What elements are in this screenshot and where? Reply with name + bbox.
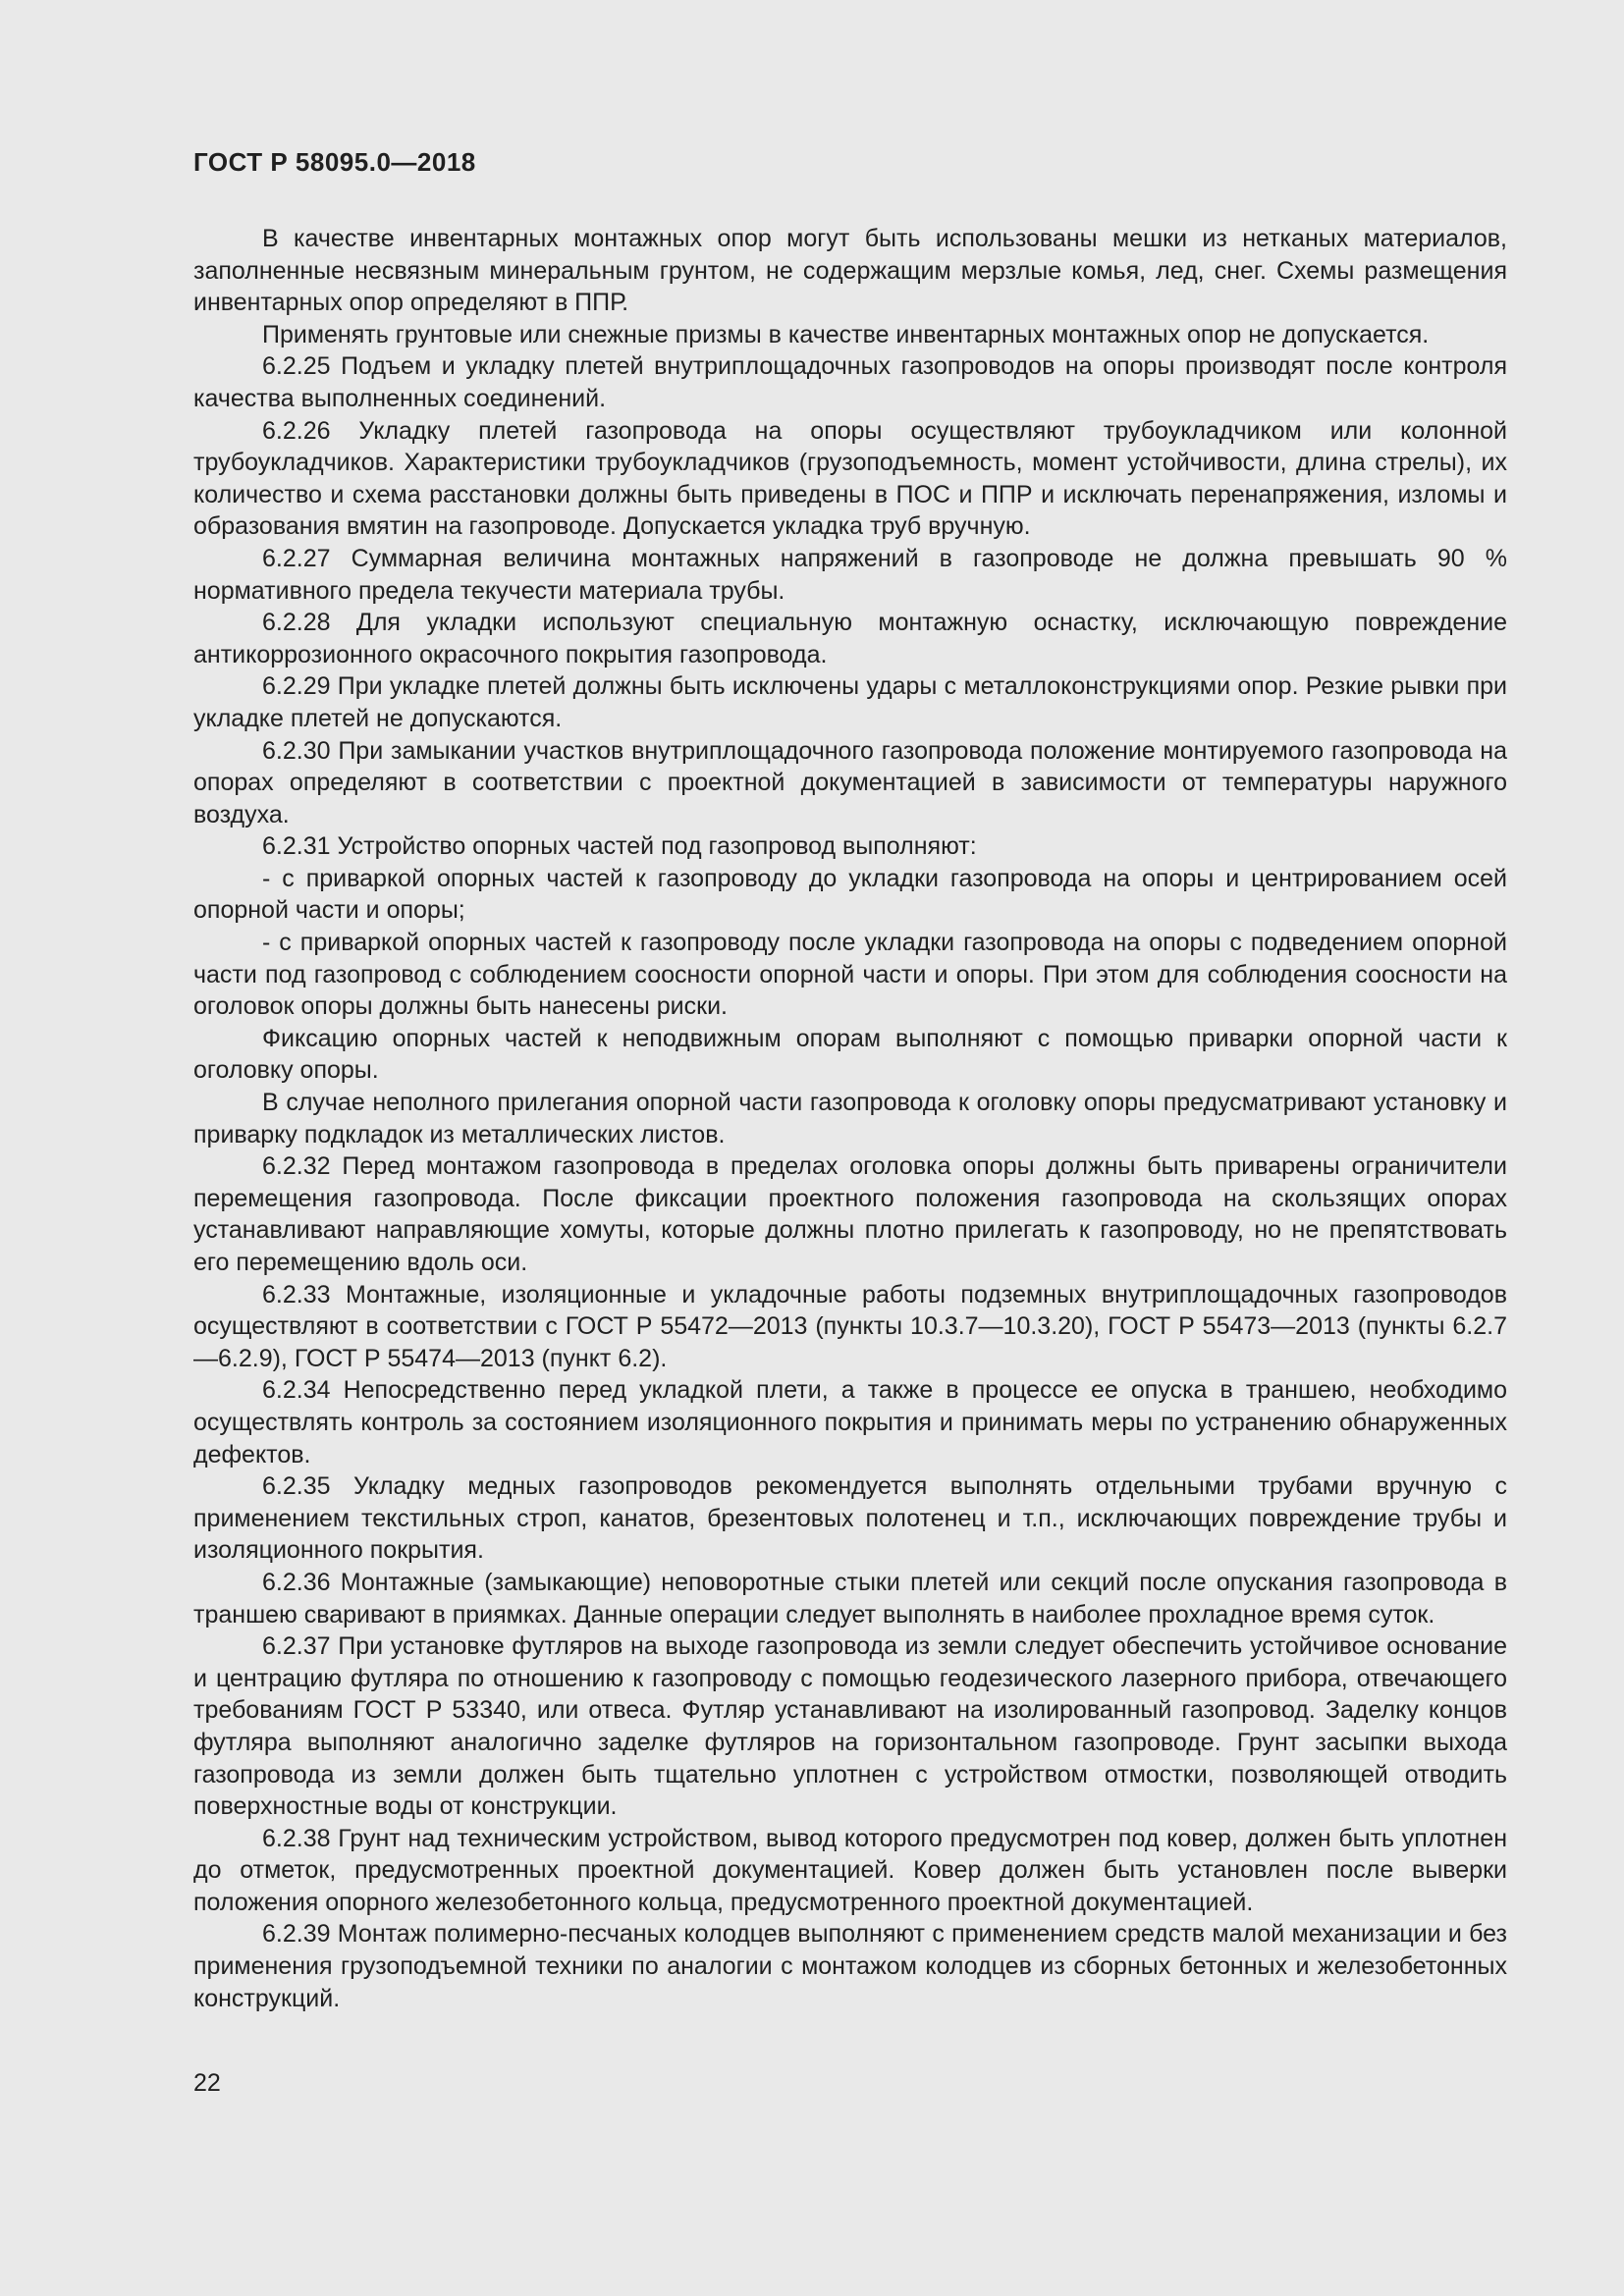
document-code-header: ГОСТ Р 58095.0—2018 xyxy=(193,147,476,177)
paragraph: 6.2.30 При замыкании участков внутриплощадочного газопровода положение монтируемого газопровода на опорах определяют в соответствии с проектной документацией в зависимости от температуры наружного воздуха. xyxy=(193,736,1507,828)
document-body xyxy=(193,223,1507,2014)
paragraph: 6.2.38 Грунт над техническим устройством, вывод которого предусмотрен под ковер, должен быть уплотнен до отметок, предусмотренных проектной документацией. Ковер должен быть установлен после выверки положения опорного железобетонного кольца, предусмотренного проектной документацией. xyxy=(193,1824,1507,1916)
paragraph: 6.2.28 Для укладки используют специальную монтажную оснастку, исключающую повреждение антикоррозионного окрасочного покрытия газопровода. xyxy=(193,609,1507,668)
paragraph: 6.2.27 Суммарная величина монтажных напряжений в газопроводе не должна превышать 90 % нормативного предела текучести материала трубы. xyxy=(193,544,1507,605)
paragraph: 6.2.39 Монтаж полимерно-песчаных колодцев выполняют с применением средств малой механизации и без применения грузоподъемной техники по аналогии с монтажом колодцев из сборных бетонных и железобетонных конструкций. xyxy=(193,1920,1507,2012)
page-number: 22 xyxy=(193,2069,221,2097)
paragraph: - с приваркой опорных частей к газопроводу до укладки газопровода на опоры и центрированием осей опорной части и опоры; xyxy=(193,864,1507,925)
paragraph: В случае неполного прилегания опорной части газопровода к оголовку опоры предусматривают установку и приварку подкладок из металлических листов. xyxy=(193,1089,1507,1148)
paragraph: - с приваркой опорных частей к газопроводу после укладки газопровода на опоры с подведением опорной части под газопровод с соблюдением соосности опорной части и опоры. При этом для соблюдения соосности на оголовок опоры должны быть нанесены риски. xyxy=(193,929,1507,1021)
paragraph: 6.2.35 Укладку медных газопроводов рекомендуется выполнять отдельными трубами вручную с применением текстильных строп, канатов, брезентовых полотенец и т.п., исключающих повреждение трубы и изоляционного покрытия. xyxy=(193,1472,1507,1565)
paragraph: Применять грунтовые или снежные призмы в качестве инвентарных монтажных опор не допускается. xyxy=(262,320,1430,348)
paragraph: 6.2.34 Непосредственно перед укладкой плети, а также в процессе ее опуска в траншею, необходимо осуществлять контроль за состоянием изоляционного покрытия и принимать меры по устранению обнаруженных дефектов. xyxy=(193,1376,1507,1468)
paragraph: 6.2.36 Монтажные (замыкающие) неповоротные стыки плетей или секций после опускания газопровода в траншею сваривают в приямках. Данные операции следует выполнять в наиболее прохладное время суток. xyxy=(193,1568,1507,1629)
paragraph: Фиксацию опорных частей к неподвижным опорам выполняют с помощью приварки опорной части к оголовку опоры. xyxy=(193,1024,1507,1085)
paragraph: В качестве инвентарных монтажных опор могут быть использованы мешки из нетканых материалов, заполненные несвязным минеральным грунтом, не содержащим мерзлые комья, лед, снег. Схемы размещения инвентарных опор определяют в ППР. xyxy=(193,225,1507,317)
paragraph: 6.2.32 Перед монтажом газопровода в пределах оголовка опоры должны быть приварены ограничители перемещения газопровода. После фиксации проектного положения газопровода на скользящих опорах устанавливают направляющие хомуты, которые должны плотно прилегать к газопроводу, но не препятствовать его перемещению вдоль оси. xyxy=(193,1152,1507,1276)
paragraph: 6.2.33 Монтажные, изоляционные и укладочные работы подземных внутриплощадочных газопроводов осуществляют в соответствии с ГОСТ Р 55472—2013 (пункты 10.3.7—10.3.20), ГОСТ Р 55473—2013 (пункты 6.2.7—6.2.9), ГОСТ Р 55474—2013 (пункт 6.2). xyxy=(193,1280,1507,1372)
paragraph: 6.2.25 Подъем и укладку плетей внутриплощадочных газопроводов на опоры производят после контроля качества выполненных соединений. xyxy=(193,352,1507,412)
paragraph: 6.2.26 Укладку плетей газопровода на опоры осуществляют трубоукладчиком или колонной трубоукладчиков. Характеристики трубоукладчиков (грузоподъемность, момент устойчивости, длина стрелы), их количество и схема расстановки должны быть приведены в ПОС и ППР и исключать перенапряжения, изломы и образования вмятин на газопроводе. Допускается укладка труб вручную. xyxy=(193,416,1507,541)
paragraph: 6.2.29 При укладке плетей должны быть исключены удары с металлоконструкциями опор. Резкие рывки при укладке плетей не допускаются. xyxy=(193,672,1507,732)
paragraph: 6.2.37 При установке футляров на выходе газопровода из земли следует обеспечить устойчивое основание и центрацию футляра по отношению к газопроводу с помощью геодезического лазерного прибора, отвечающего требованиям ГОСТ Р 53340, или отвеса. Футляр устанавливают на изолированный газопровод. Заделку концов футляра выполняют аналогично заделке футляров на горизонтальном газопроводе. Грунт засыпки выхода газопровода из земли должен быть тщательно уплотнен с устройством отмостки, позволяющей отводить поверхностные воды от конструкции. xyxy=(193,1632,1507,1821)
paragraph: 6.2.31 Устройство опорных частей под газопровод выполняют: xyxy=(262,832,977,861)
